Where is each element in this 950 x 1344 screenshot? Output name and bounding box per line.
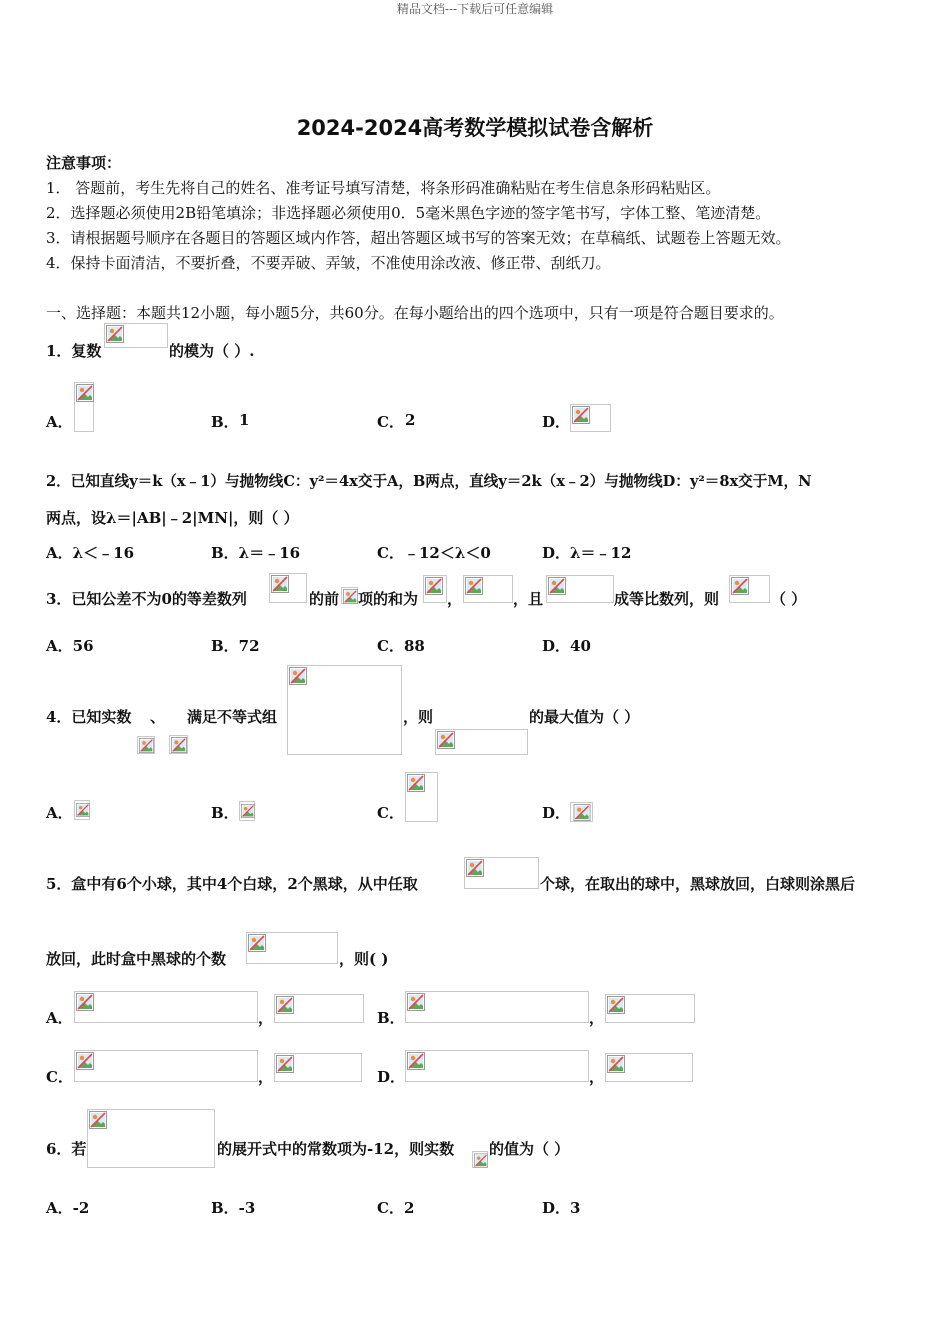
q6-option-d: D．3 xyxy=(542,1199,581,1217)
q4-formula-y xyxy=(169,735,188,754)
q3-text-1: 3．已知公差不为0的等差数列 xyxy=(46,590,247,608)
q1-option-a-label: A． xyxy=(46,413,73,431)
q3-formula-cond-2 xyxy=(546,575,614,603)
q3-formula-target xyxy=(729,575,770,603)
broken-image-icon xyxy=(607,1055,625,1073)
q5-option-d-image-1 xyxy=(405,1050,589,1082)
q3-text-4: ， xyxy=(447,590,463,608)
broken-image-icon xyxy=(548,577,566,595)
broken-image-icon xyxy=(171,737,187,753)
q2-line-1: 2．已知直线y＝k（x﹣1）与抛物线C：y²＝4x交于A，B两点，直线y＝2k（x﹣2）与抛物线D：y²＝8x交于M，N xyxy=(46,473,812,490)
q5-option-a-image-1 xyxy=(74,991,258,1023)
q3-option-b: B．72 xyxy=(211,637,260,655)
q4-option-c-image xyxy=(405,772,438,822)
q5-option-b-image-2 xyxy=(605,994,695,1023)
broken-image-icon xyxy=(241,803,255,819)
q3-formula-n xyxy=(341,587,358,604)
q5-option-d-label: D． xyxy=(377,1068,406,1086)
q5-option-b-comma: ， xyxy=(589,1009,605,1027)
q4-inequality-system-image xyxy=(287,665,402,755)
q3-option-d: D．40 xyxy=(542,637,591,655)
q5-formula-xi xyxy=(246,932,338,964)
q6-formula-a xyxy=(472,1151,488,1168)
section-heading: 一、选择题：本题共12小题，每小题5分，共60分。在每小题给出的四个选项中，只有一项是符合题目要求的。 xyxy=(46,304,784,322)
q1-option-d-label: D． xyxy=(542,413,571,431)
q3-option-a: A．56 xyxy=(46,637,94,655)
q1-text-pre: 1．复数 xyxy=(46,342,102,360)
q5-formula-k xyxy=(464,857,539,889)
q1-text-post: 的模为（ ）. xyxy=(169,342,255,360)
notes-item-2: 2．选择题必须使用2B铅笔填涂；非选择题必须使用0．5毫米黑色字迹的签字笔书写，字体工整、笔迹清楚。 xyxy=(46,204,771,222)
notes-item-1: 1． 答题前，考生先将自己的姓名、准考证号填写清楚，将条形码准确粘贴在考生信息条形码粘贴区。 xyxy=(46,179,721,197)
q5-option-c-image-1 xyxy=(74,1050,258,1082)
broken-image-icon xyxy=(343,589,358,604)
q5-text-2: 个球，在取出的球中，黑球放回，白球则涂黑后 xyxy=(540,875,856,893)
broken-image-icon xyxy=(76,802,90,818)
q3-text-6: 成等比数列，则 xyxy=(614,590,720,608)
broken-image-icon xyxy=(572,804,592,821)
q2-option-a: A．λ＜﹣16 xyxy=(46,544,135,562)
q2-option-c: C．﹣12＜λ＜0 xyxy=(377,544,491,562)
q4-option-a-label: A． xyxy=(46,804,73,822)
q6-formula-binomial xyxy=(87,1109,215,1168)
broken-image-icon xyxy=(407,1052,425,1070)
broken-image-icon xyxy=(425,577,443,595)
q4-option-c-label: C． xyxy=(377,804,404,822)
q5-option-a-image-2 xyxy=(274,994,364,1023)
broken-image-icon xyxy=(76,384,94,402)
q4-text-2: 、 xyxy=(150,708,166,726)
q5-option-b-label: B． xyxy=(377,1009,405,1027)
q3-text-7: （ ） xyxy=(771,590,807,608)
broken-image-icon xyxy=(437,731,455,749)
q4-text-5: 的最大值为（ ） xyxy=(529,708,640,726)
q4-option-b-image xyxy=(239,801,255,821)
q6-text-2: 的展开式中的常数项为-12，则实数 xyxy=(217,1140,455,1158)
broken-image-icon xyxy=(407,774,425,792)
q4-text-4: ，则 xyxy=(403,708,434,726)
q3-formula-cond-1 xyxy=(463,575,513,603)
q1-option-b-label: B． xyxy=(211,413,239,431)
q5-option-d-image-2 xyxy=(605,1053,693,1082)
broken-image-icon xyxy=(139,738,154,753)
broken-image-icon xyxy=(106,325,124,343)
broken-image-icon xyxy=(607,996,625,1014)
q5-option-c-label: C． xyxy=(46,1068,73,1086)
q5-option-d-comma: ， xyxy=(589,1068,605,1086)
q5-option-c-comma: ， xyxy=(258,1068,274,1086)
q2-option-b: B．λ＝﹣16 xyxy=(211,544,301,562)
q4-option-a-image xyxy=(74,800,90,820)
notes-heading: 注意事项： xyxy=(46,154,122,172)
q1-option-c-value: 2 xyxy=(405,411,416,429)
q4-option-d-image xyxy=(570,802,593,822)
q2-option-d: D．λ＝﹣12 xyxy=(542,544,632,562)
broken-image-icon xyxy=(76,993,94,1011)
q1-option-c-label: C． xyxy=(377,413,404,431)
broken-image-icon xyxy=(474,1153,488,1168)
broken-image-icon xyxy=(731,577,749,595)
broken-image-icon xyxy=(289,667,307,685)
page-title: 2024-2024高考数学模拟试卷含解析 xyxy=(296,116,654,140)
q5-text-1: 5．盒中有6个小球，其中4个白球，2个黑球，从中任取 xyxy=(46,875,418,893)
broken-image-icon xyxy=(572,406,590,424)
q3-option-c: C．88 xyxy=(377,637,425,655)
q3-formula-sn xyxy=(423,575,447,603)
q3-text-3: 项的和为 xyxy=(358,590,419,608)
q6-text-3: 的值为（ ） xyxy=(489,1140,570,1158)
q4-formula-x xyxy=(137,736,155,754)
broken-image-icon xyxy=(271,575,289,593)
broken-image-icon xyxy=(465,577,483,595)
q1-option-a-image xyxy=(74,382,94,432)
q4-option-b-label: B． xyxy=(211,804,239,822)
q4-text-3: 满足不等式组 xyxy=(187,708,278,726)
q4-option-d-label: D． xyxy=(542,804,571,822)
broken-image-icon xyxy=(466,859,484,877)
q5-text-4: ，则( ) xyxy=(339,950,389,968)
broken-image-icon xyxy=(89,1111,107,1129)
q6-option-b: B．-3 xyxy=(211,1199,256,1217)
q6-text-1: 6．若 xyxy=(46,1140,87,1158)
q4-text-1: 4．已知实数 xyxy=(46,708,132,726)
q3-text-5: ，且 xyxy=(513,590,544,608)
notes-item-4: 4．保持卡面清洁，不要折叠，不要弄破、弄皱，不准使用涂改液、修正带、刮纸刀。 xyxy=(46,254,611,272)
notes-item-3: 3．请根据题号顺序在各题目的答题区域内作答，超出答题区域书写的答案无效；在草稿纸、试题卷上答题无效。 xyxy=(46,229,791,247)
q5-text-3: 放回，此时盒中黑球的个数 xyxy=(46,950,227,968)
q5-option-a-label: A． xyxy=(46,1009,73,1027)
q3-formula-an xyxy=(269,573,307,603)
q6-option-c: C．2 xyxy=(377,1199,415,1217)
q4-formula-objective xyxy=(435,729,528,755)
q1-option-d-image xyxy=(570,404,611,432)
broken-image-icon xyxy=(276,1055,294,1073)
q1-option-b-value: 1 xyxy=(239,411,250,429)
q3-text-2: 的前 xyxy=(309,590,340,608)
q5-option-b-image-1 xyxy=(405,991,589,1023)
q6-option-a: A．-2 xyxy=(46,1199,90,1217)
broken-image-icon xyxy=(248,934,266,952)
q2-line-2: 两点，设λ＝|AB|﹣2|MN|，则（ ） xyxy=(46,509,299,527)
broken-image-icon xyxy=(76,1052,94,1070)
broken-image-icon xyxy=(276,996,294,1014)
broken-image-icon xyxy=(407,993,425,1011)
q5-option-a-comma: ， xyxy=(258,1009,274,1027)
q5-option-c-image-2 xyxy=(274,1053,362,1082)
q1-formula-image xyxy=(104,323,168,348)
page-header: 精品文档---下载后可任意编辑 xyxy=(396,2,554,16)
